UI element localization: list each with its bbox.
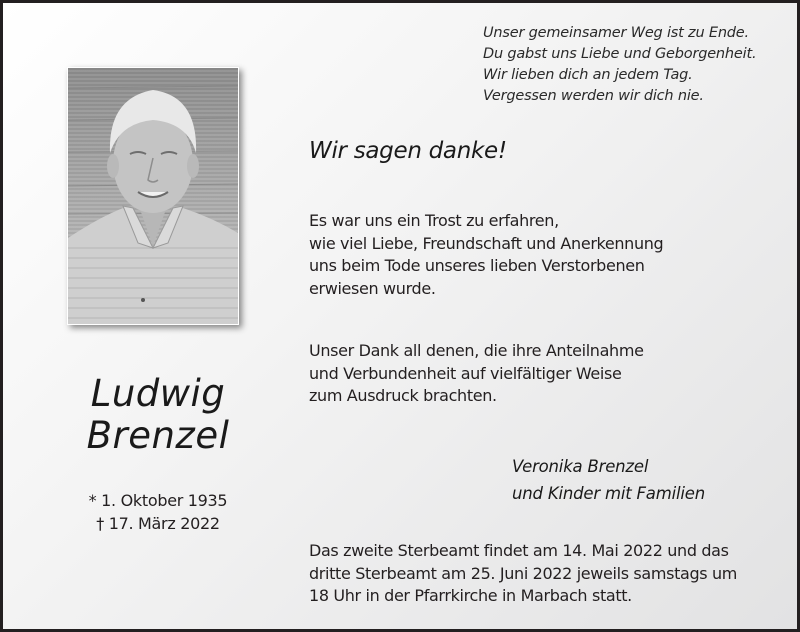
text-line: erwiesen wurde. (309, 278, 436, 298)
text-line: Das zweite Sterbeamt findet am 14. Mai 2022 und das (309, 541, 729, 560)
family-signature (512, 453, 705, 507)
text-line: Unser Dank all denen, die ihre Anteilnahme (309, 341, 644, 360)
obituary-card (3, 3, 797, 629)
birth-date: * 1. Oktober 1935 (88, 491, 228, 510)
signature-line: und Kinder mit Familien (512, 484, 705, 503)
text-line: Es war uns ein Trost zu erfahren, (309, 211, 559, 230)
deceased-name (63, 373, 253, 457)
poem-line: Unser gemeinsamer Weg ist zu Ende. (483, 25, 749, 41)
poem-line: Wir lieben dich an jedem Tag. (483, 67, 693, 83)
first-name: Ludwig (90, 372, 226, 415)
thanks-heading: Wir sagen danke! (309, 138, 507, 164)
text-line: und Verbundenheit auf vielfältiger Weise (309, 363, 622, 383)
text-line: dritte Sterbeamt am 25. Juni 2022 jeweils samstags um (309, 563, 738, 583)
text-line: zum Ausdruck brachten. (309, 386, 497, 405)
last-name: Brenzel (86, 414, 230, 457)
text-line: 18 Uhr in der Pfarrkirche in Marbach statt. (309, 586, 632, 605)
life-dates (63, 489, 253, 535)
text-line: wie viel Liebe, Freundschaft und Anerkennung (309, 233, 664, 253)
service-notice (309, 540, 737, 608)
text-line: uns beim Tode unseres lieben Verstorbenen (309, 256, 645, 275)
poem-line: Du gabst uns Liebe und Geborgenheit. (483, 46, 757, 62)
portrait-illustration (68, 68, 238, 324)
poem-line: Vergessen werden wir dich nie. (483, 88, 704, 104)
thanks-paragraph-2 (309, 340, 644, 408)
thanks-paragraph-1 (309, 210, 663, 300)
memorial-poem (483, 23, 756, 107)
death-date: † 17. März 2022 (96, 514, 220, 533)
signature-line: Veronika Brenzel (512, 457, 649, 476)
portrait-photo (67, 67, 239, 325)
